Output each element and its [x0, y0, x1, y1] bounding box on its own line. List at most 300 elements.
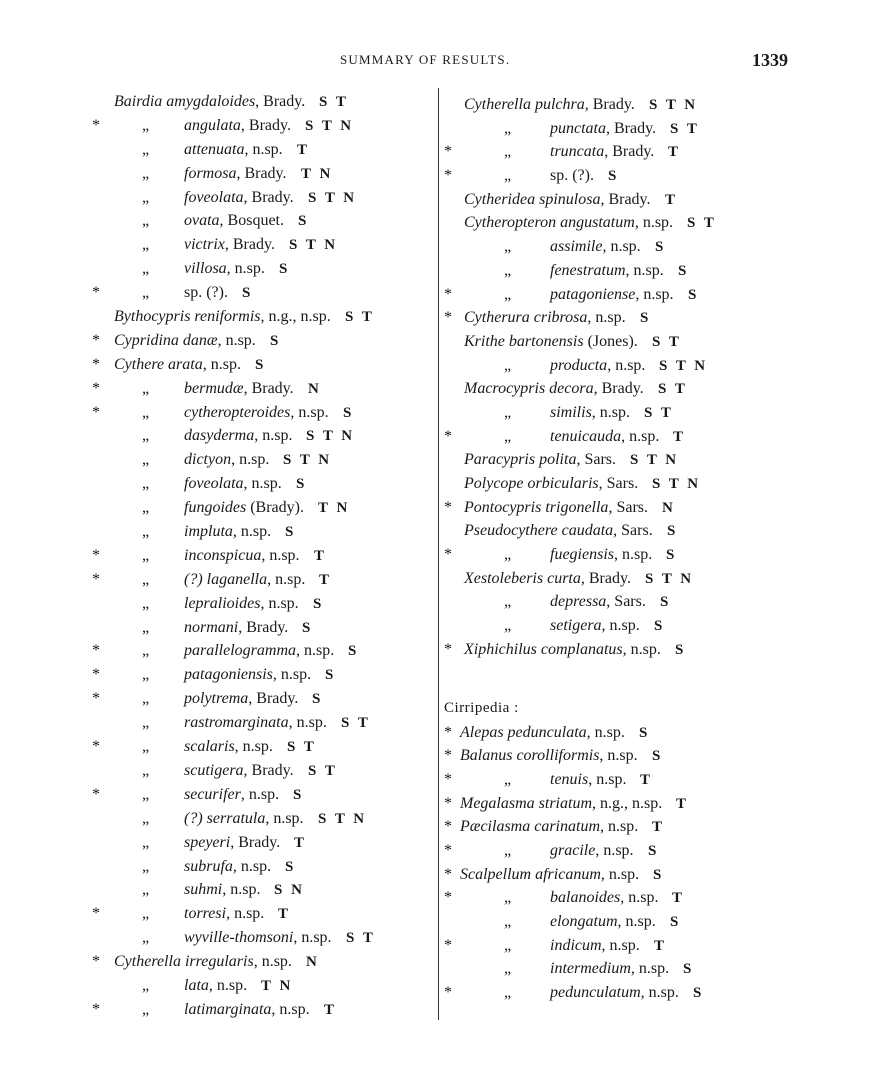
left-row [92, 807, 434, 831]
left-row [92, 616, 434, 640]
left-row [92, 257, 434, 281]
authority: , n.sp. [234, 738, 273, 756]
species-entry [464, 638, 661, 662]
taxon-name: parallelogramma [184, 642, 296, 660]
species-entry [184, 974, 247, 998]
right-row [444, 590, 779, 614]
taxon-name: Megalasma striatum [460, 794, 592, 812]
ditto-mark: „ [142, 451, 150, 469]
authority: , n.sp. [607, 356, 646, 374]
authority: , Brady. [236, 164, 287, 182]
left-row [92, 855, 434, 879]
taxon-name: patagoniensis [184, 666, 273, 684]
station-codes: S [655, 239, 666, 256]
authority: , n.sp. [202, 355, 241, 373]
ditto-mark: „ [142, 642, 150, 660]
authority: , n.sp. [231, 451, 270, 469]
asterisk-marker: * [444, 143, 452, 161]
asterisk-marker: * [444, 309, 452, 327]
ditto-mark: „ [142, 761, 150, 779]
taxon-name: victrix [184, 236, 225, 254]
asterisk-marker: * [92, 953, 100, 971]
station-codes: T [673, 428, 686, 445]
species-entry [550, 164, 594, 188]
species-entry [184, 401, 329, 425]
taxon-name: wyville-thomsoni [184, 929, 294, 947]
taxon-name: Macrocypris decora [464, 380, 594, 398]
station-codes: S [675, 641, 686, 658]
asterisk-marker: * [92, 905, 100, 923]
station-codes: S [343, 404, 354, 421]
authority: , n.sp. [586, 723, 625, 741]
ditto-mark: „ [142, 164, 150, 182]
authority: (Brady). [246, 499, 304, 517]
station-codes: S T N [652, 476, 701, 492]
authority: , n.sp. [588, 770, 627, 788]
authority: , Bosquet. [219, 212, 284, 230]
authority: , n.sp. [602, 238, 641, 256]
ditto-mark: „ [142, 379, 150, 397]
authority: , n.sp. [240, 785, 280, 803]
taxon-name: villosa [184, 260, 227, 278]
ditto-mark: „ [142, 523, 150, 541]
right-row [444, 519, 779, 543]
authority: , n.sp. [271, 1000, 310, 1018]
asterisk-marker: * [444, 984, 452, 1002]
cirripedia-row [444, 886, 779, 910]
ditto-mark: „ [142, 714, 150, 732]
taxon-name: rastromarginata [184, 714, 289, 732]
left-row [92, 472, 434, 496]
left-row [92, 401, 434, 425]
taxon-name: dasyderma [184, 427, 255, 445]
station-codes: S T N [659, 357, 708, 374]
authority: , n.sp. [222, 881, 261, 899]
cirripedia-row [444, 768, 779, 792]
right-row [444, 283, 779, 307]
species-entry [114, 90, 305, 114]
section-spacer [444, 662, 779, 716]
left-row [92, 831, 434, 855]
species-entry [114, 329, 256, 353]
taxon-name: intermedium [550, 960, 631, 978]
asterisk-marker: * [92, 331, 100, 349]
asterisk-marker: * [444, 285, 452, 303]
right-row [444, 235, 779, 259]
ditto-mark: „ [504, 913, 512, 930]
left-row [92, 114, 434, 138]
authority: , Brady. [248, 690, 299, 708]
ditto-mark: „ [142, 570, 150, 588]
ditto-mark: „ [142, 690, 150, 708]
species-entry [550, 957, 669, 981]
cirripedia-row [444, 721, 779, 745]
species-entry [464, 448, 616, 472]
left-row [92, 950, 434, 974]
right-row [444, 164, 779, 188]
taxon-name: Cytherella pulchra [464, 96, 585, 113]
species-entry [550, 839, 634, 863]
ditto-mark: „ [504, 167, 512, 185]
authority: , n.sp. [244, 140, 283, 158]
authority: , n.sp. [261, 546, 300, 564]
right-row [444, 330, 779, 354]
station-codes: S T N [283, 452, 332, 469]
authority: , n.sp. [296, 642, 335, 660]
asterisk-marker: * [92, 570, 100, 588]
left-row [92, 902, 434, 926]
station-codes: S [683, 961, 694, 978]
authority: , n.g., n.sp. [592, 794, 663, 812]
ditto-mark: „ [142, 260, 150, 278]
authority: , n.sp. [601, 617, 640, 635]
right-row [444, 259, 779, 283]
right-row [444, 354, 779, 378]
species-entry [184, 831, 280, 855]
station-codes: S [302, 619, 313, 636]
taxon-name: pedunculatum [550, 984, 641, 1002]
station-codes: S T [687, 215, 717, 232]
species-entry [184, 783, 279, 807]
authority: , n.sp. [591, 403, 631, 421]
taxon-name: formosa [184, 164, 237, 182]
authority: , n.sp. [254, 427, 293, 445]
station-codes: S [660, 594, 671, 611]
station-codes: S N [274, 882, 305, 899]
station-codes: T [676, 795, 689, 812]
species-entry [550, 140, 654, 164]
taxon-name: Krithe bartonensis [464, 332, 584, 350]
station-codes: S T [345, 309, 375, 326]
station-codes: S T [652, 333, 682, 350]
species-entry [184, 377, 294, 401]
species-entry [550, 614, 640, 638]
station-codes: S [325, 667, 336, 684]
left-row [92, 305, 434, 329]
species-entry [464, 377, 644, 401]
station-codes: N [662, 499, 676, 516]
species-entry [184, 138, 283, 162]
taxon-name: Cythere arata [114, 355, 203, 373]
taxon-name: Paracypris polita [464, 451, 577, 469]
taxon-name: Bairdia amygdaloides [114, 93, 256, 110]
station-codes: T [319, 571, 332, 588]
ditto-mark: „ [142, 618, 150, 636]
authority: , n.sp. [293, 929, 332, 947]
species-entry [184, 448, 269, 472]
species-entry [114, 305, 331, 329]
cirripedia-row [444, 792, 779, 816]
left-row [92, 639, 434, 663]
station-codes: T N [261, 977, 293, 994]
ditto-mark: „ [142, 140, 150, 158]
station-codes: S T N [305, 117, 354, 134]
species-entry [550, 401, 630, 425]
taxon-name: securifer [184, 785, 241, 803]
species-entry [184, 472, 282, 496]
authority: , n.sp. [625, 261, 664, 279]
left-row [92, 759, 434, 783]
left-row [92, 424, 434, 448]
taxon-name: tenuicauda [550, 427, 622, 445]
station-codes: S T N [306, 428, 355, 445]
cirripedia-row [444, 910, 779, 934]
station-codes: S [666, 547, 677, 564]
page-header [0, 50, 880, 72]
taxon-name: dictyon [184, 451, 232, 469]
asterisk-marker: * [444, 865, 452, 883]
authority: , n.sp. [630, 960, 670, 978]
species-entry [184, 687, 298, 711]
ditto-mark: „ [504, 238, 512, 256]
station-codes: S [279, 261, 290, 278]
species-entry [550, 543, 652, 567]
asterisk-marker: * [92, 690, 100, 708]
authority: , n.sp. [217, 331, 256, 349]
station-codes: S [667, 523, 678, 540]
right-row [444, 117, 779, 141]
right-row [444, 448, 779, 472]
cirripedia-list [444, 721, 779, 1005]
species-entry [464, 567, 631, 591]
ditto-mark: „ [504, 617, 512, 635]
species-entry [550, 235, 641, 259]
ditto-mark: „ [504, 119, 512, 137]
station-codes: S T [319, 94, 349, 110]
species-entry [184, 735, 273, 759]
taxon-name: angulata [184, 116, 241, 134]
taxon-name: impluta [184, 523, 233, 541]
left-row [92, 711, 434, 735]
left-row [92, 209, 434, 233]
species-entry [464, 330, 638, 354]
species-entry [184, 568, 305, 592]
asterisk-marker: * [92, 546, 100, 564]
authority: , n.sp. [267, 570, 306, 588]
cirripedia-row [444, 981, 779, 1005]
station-codes: S [608, 168, 619, 185]
authority: , n.sp. [634, 214, 674, 232]
authority: , n.sp. [265, 809, 304, 827]
asterisk-marker: * [444, 747, 452, 765]
left-row [92, 377, 434, 401]
authority: , Brady. [580, 569, 631, 587]
taxon-name: scutigera [184, 761, 244, 779]
authority: , Brady. [606, 119, 657, 137]
left-row [92, 281, 434, 305]
authority: , n.sp. [288, 714, 327, 732]
species-entry [550, 590, 646, 614]
right-row [444, 93, 779, 117]
asterisk-marker: * [92, 355, 100, 373]
authority: , Sars. [613, 522, 653, 540]
right-row [444, 188, 779, 212]
authority: , n.sp. [226, 260, 265, 278]
station-codes: T [654, 937, 667, 954]
station-codes: S [348, 643, 359, 660]
taxon-name: truncata [550, 143, 605, 161]
ditto-mark: „ [142, 236, 150, 254]
species-entry [184, 711, 327, 735]
left-column [92, 90, 434, 1022]
authority: , n.sp. [617, 913, 656, 930]
ditto-mark: „ [142, 833, 150, 851]
ditto-mark: „ [504, 936, 512, 954]
asterisk-marker: * [92, 1000, 100, 1018]
taxon-name: Polycope orbicularis [464, 475, 599, 492]
ditto-mark: „ [504, 403, 512, 421]
taxon-name: Cypridina danæ [114, 331, 218, 349]
station-codes: T [314, 547, 327, 564]
right-row [444, 140, 779, 164]
station-codes: T N [301, 165, 333, 182]
species-entry [464, 472, 638, 496]
taxon-name: gracile [550, 841, 596, 859]
species-entry [460, 744, 638, 768]
asterisk-marker: * [444, 889, 452, 907]
species-entry [550, 910, 656, 934]
left-row [92, 544, 434, 568]
left-row [92, 162, 434, 186]
authority: , n.g., n.sp. [260, 308, 331, 326]
station-codes: S [298, 213, 309, 230]
station-codes: S [678, 262, 689, 279]
station-codes: T [324, 1001, 337, 1018]
taxon-name: Pæcilasma carinatum [460, 818, 600, 836]
authority: , Sars. [606, 593, 646, 611]
cirripedia-row [444, 957, 779, 981]
authority: , Sars. [598, 475, 639, 492]
station-codes: N [306, 954, 320, 971]
taxon-name: inconspicua [184, 546, 262, 564]
taxon-name: patagoniense [550, 285, 636, 303]
species-entry [114, 353, 241, 377]
species-entry [464, 496, 648, 520]
asterisk-marker: * [92, 642, 100, 660]
species-entry [184, 855, 271, 879]
right-row [444, 306, 779, 330]
ditto-mark: „ [142, 212, 150, 230]
taxon-name: depressa [550, 593, 607, 611]
cirripedia-row [444, 839, 779, 863]
station-codes: S [285, 858, 296, 875]
ditto-mark: „ [142, 976, 150, 994]
left-row [92, 687, 434, 711]
authority: , n.sp. [622, 640, 661, 658]
station-codes: S [293, 786, 304, 803]
taxon-name: normani [184, 618, 239, 636]
authority: , Brady. [600, 190, 651, 208]
authority: , n.sp. [587, 309, 626, 327]
page-number: 1339 [752, 50, 788, 70]
asterisk-marker: * [444, 498, 452, 516]
station-codes: T [294, 834, 307, 851]
authority: sp. (?). [550, 167, 594, 185]
authority: , n.sp. [253, 953, 292, 971]
taxon-name: fuegiensis [550, 546, 614, 564]
authority: , Brady. [255, 93, 306, 110]
species-entry [114, 950, 292, 974]
species-entry [460, 815, 638, 839]
asterisk-marker: * [92, 284, 100, 302]
station-codes: T [278, 906, 291, 923]
authority: , n.sp. [226, 905, 265, 923]
station-codes: S [285, 524, 296, 541]
taxon-name: polytrema [184, 690, 249, 708]
asterisk-marker: * [92, 116, 100, 134]
left-row [92, 233, 434, 257]
station-codes: S [693, 985, 704, 1002]
species-entry [184, 998, 310, 1022]
station-codes: S [640, 310, 651, 327]
taxon-name: Bythocypris reniformis [114, 308, 261, 326]
species-entry [464, 188, 651, 212]
station-codes: S T [341, 715, 371, 732]
right-row [444, 496, 779, 520]
ditto-mark: „ [142, 809, 150, 827]
station-codes: S [270, 332, 281, 349]
taxon-name: producta [550, 356, 608, 374]
station-codes: S T [658, 381, 688, 398]
station-codes: S [313, 595, 324, 612]
left-row [92, 998, 434, 1022]
authority: , Brady. [243, 188, 294, 206]
taxon-name: fungoides [184, 499, 247, 517]
authority: , Brady. [240, 116, 291, 134]
right-column [444, 93, 779, 1005]
taxon-name: fenestratum [550, 261, 626, 279]
right-row [444, 425, 779, 449]
ditto-mark: „ [142, 403, 150, 421]
station-codes: N [308, 380, 322, 397]
station-codes: T [668, 144, 681, 161]
station-codes: S T N [649, 97, 698, 113]
right-row [444, 401, 779, 425]
left-row [92, 90, 434, 114]
ditto-mark: „ [142, 1000, 150, 1018]
station-codes: S [653, 866, 664, 883]
asterisk-marker: * [444, 546, 452, 564]
taxon-name: Cytheridea spinulosa [464, 190, 601, 208]
species-entry [550, 886, 658, 910]
species-entry [464, 211, 673, 235]
taxon-name: Alepas pedunculata [460, 723, 587, 741]
ditto-mark: „ [142, 785, 150, 803]
station-codes: S [255, 356, 266, 373]
taxon-name: scalaris [184, 738, 235, 756]
station-codes: T [665, 191, 678, 208]
taxon-name: subrufa [184, 857, 233, 875]
species-entry [184, 186, 294, 210]
taxon-name: Pontocypris trigonella [464, 498, 609, 516]
taxon-name: suhmi [184, 881, 223, 899]
station-codes: S T N [630, 452, 679, 469]
species-entry [184, 926, 332, 950]
authority: , Brady. [224, 236, 275, 254]
authority: , Brady. [584, 96, 635, 113]
ditto-mark: „ [142, 284, 150, 302]
species-entry [184, 424, 292, 448]
taxon-name: latimarginata [184, 1000, 272, 1018]
ditto-mark: „ [142, 905, 150, 923]
authority: , n.sp. [290, 403, 329, 421]
taxon-name: bermudæ [184, 379, 244, 397]
left-row [92, 878, 434, 902]
authority: , Brady. [243, 761, 294, 779]
species-entry [184, 233, 275, 257]
taxon-name: tenuis [550, 770, 589, 788]
species-entry [464, 306, 626, 330]
